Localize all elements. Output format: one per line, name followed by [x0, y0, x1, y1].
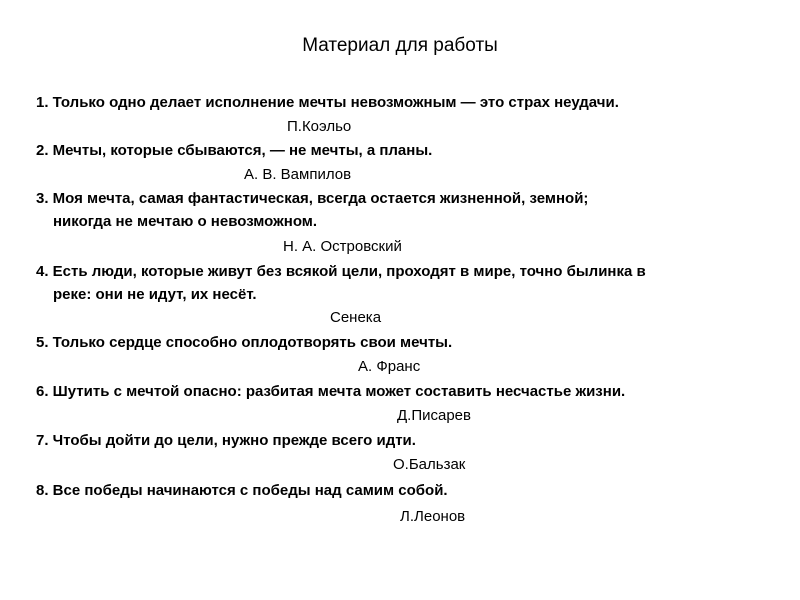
quote-8-author: Л.Леонов [400, 508, 466, 525]
quote-3-author: Н. А. Островский [283, 238, 402, 255]
quote-4-line-1: 4. Есть люди, которые живут без всякой цели, проходят в мире, точно былинка в [36, 263, 646, 280]
quote-2-author: А. В. Вампилов [244, 166, 352, 183]
quote-5: 5. Только сердце способно оплодотворять свои мечты. [36, 334, 453, 351]
quote-7-author: О.Бальзак [393, 456, 466, 473]
page-title: Материал для работы [302, 35, 498, 56]
quote-2: 2. Мечты, которые сбываются, — не мечты, а планы. [36, 142, 433, 159]
quote-8: 8. Все победы начинаются с победы над самим собой. [36, 482, 448, 499]
quote-4-author: Сенека [330, 309, 382, 326]
quote-6-author: Д.Писарев [397, 407, 471, 424]
quote-5-author: А. Франс [358, 358, 421, 375]
quote-3-line-2: никогда не мечтаю о невозможном. [53, 213, 318, 230]
quote-1: 1. Только одно делает исполнение мечты невозможным — это страх неудачи. [36, 94, 619, 111]
quote-6: 6. Шутить с мечтой опасно: разбитая мечта может составить несчастье жизни. [36, 383, 626, 400]
quote-4-line-2: реке: они не идут, их несёт. [53, 286, 257, 303]
quote-3-line-1: 3. Моя мечта, самая фантастическая, всегда остается жизненной, земной; [36, 190, 589, 207]
quote-7: 7. Чтобы дойти до цели, нужно прежде всего идти. [36, 432, 416, 449]
quote-1-author: П.Коэльо [287, 118, 352, 135]
